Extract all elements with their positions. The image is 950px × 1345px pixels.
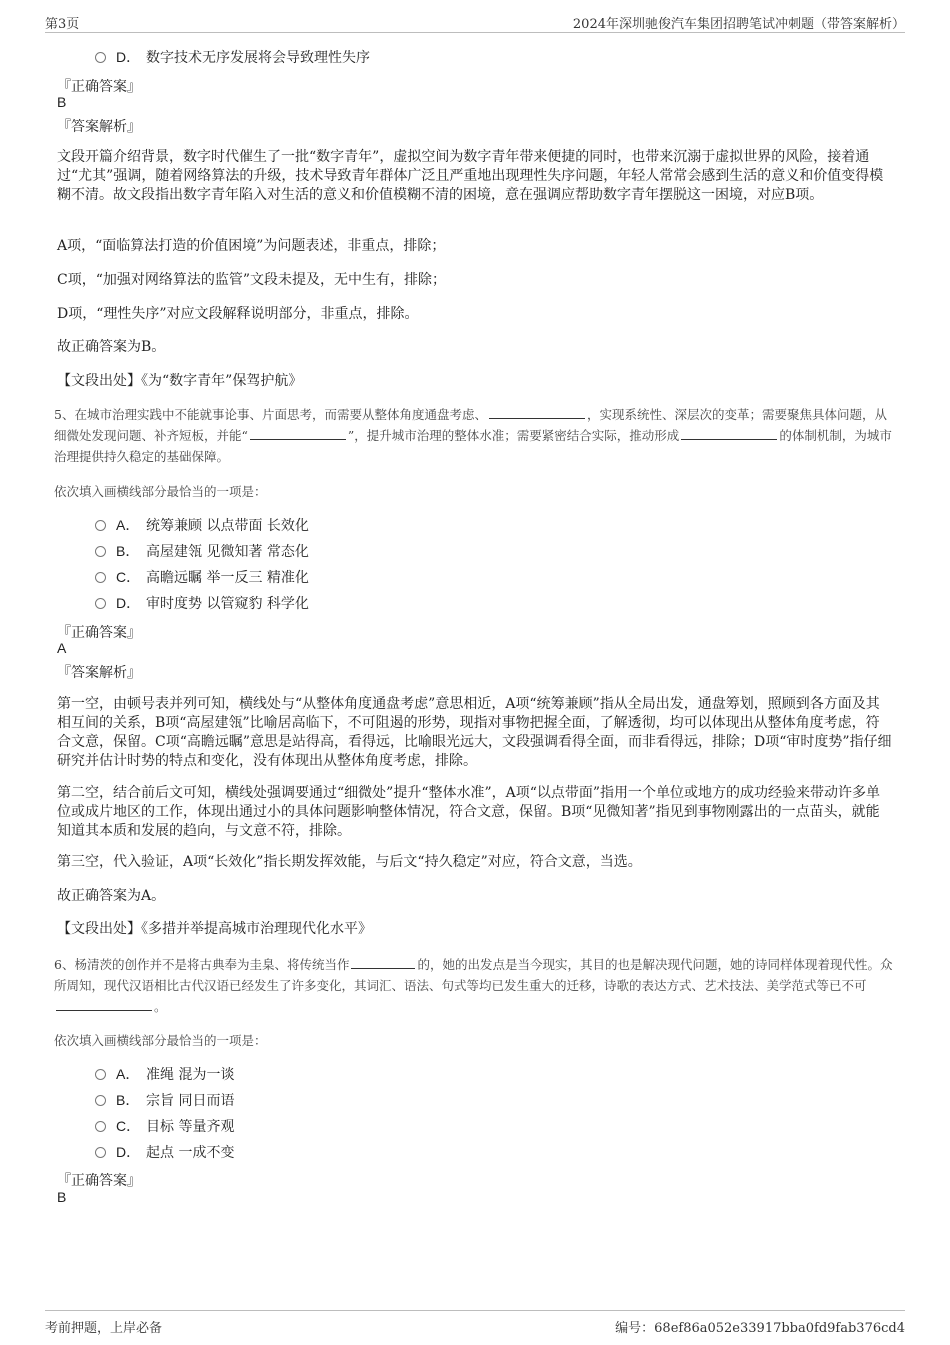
q4-analysis-p3: C项，“加强对网络算法的监管”文段未提及，无中生有，排除； bbox=[57, 272, 447, 288]
q5-analysis-p2: 第二空，结合前后文可知，横线处强调要通过“细微处”提升“整体水准”，A项“以点带面”指用一个单位或地方的成功经验来带动许多单位或成片地区的工作，体现出通过小的具体问题影响整体情况，符合文意，保留。B项“见微知著”指见到事物刚露出的一点苗头，就能知道其本质和发展的趋向，与文意不符，排除。 bbox=[57, 785, 881, 839]
fill-blank bbox=[489, 405, 585, 419]
radio-icon[interactable] bbox=[95, 520, 106, 531]
q5-analysis-p1: 第一空，由顿号表并列可知，横线处与“从整体角度通盘考虑”意思相近，A项“统筹兼顾”指从全局出发，通盘筹划，照顾到各方面及其相互间的关系，B项“高屋建瓴”比喻居高临下，不可阻遏的形势，现指对事物把握全面，了解透彻，均可以体现出从整体角度考虑，符合文意，保留。C项“高瞻远瞩”意思是站得高，看得远，比喻眼光远大，文段强调看得全面，而非看得远，排除；D项“审时度势”指仔细研究并估计时势的特点和变化，没有体现出从整体角度考虑，排除。 bbox=[57, 696, 892, 769]
q4-answer: B bbox=[57, 94, 67, 110]
q5-answer-label: 『正确答案』 bbox=[57, 625, 141, 641]
q5-prompt: 依次填入画横线部分最恰当的一项是： bbox=[54, 484, 267, 499]
q4-analysis-p2: A项，“面临算法打造的价值困境”为问题表述，非重点，排除； bbox=[57, 238, 446, 254]
q6-answer: B bbox=[57, 1189, 67, 1205]
radio-icon[interactable] bbox=[95, 598, 106, 609]
radio-icon[interactable] bbox=[95, 52, 106, 63]
q5-stem: 5、在城市治理实践中不能就事论事、片面思考，而需要从整体角度通盘考虑、 ，实现系统性、深层次的变革；需要聚焦具体问题，从细微处发现问题、补齐短板，并能“ ”，提升城市治理的整体水准；需要紧密结合实际，推动形成 的体制机制，为城市治理提供持久稳定的基础保障。 bbox=[54, 407, 892, 464]
fill-blank bbox=[681, 426, 777, 440]
q4-source: 【文段出处】《为“数字青年”保驾护航》 bbox=[57, 373, 303, 389]
q6-option-c[interactable]: C． 目标 等量齐观 bbox=[95, 1116, 234, 1136]
radio-icon[interactable] bbox=[95, 546, 106, 557]
q4-option-d[interactable]: D． 数字技术无序发展将会导致理性失序 bbox=[95, 47, 370, 67]
q6-stem: 6、杨清茨的创作并不是将古典奉为圭臬、将传统当作 的，她的出发点是当今现实，其目的也是解决现代问题，她的诗同样体现着现代性。众所周知，现代汉语相比古代汉语已经发生了许多变化，其词汇、语法、句式等均已发生重大的迁移，诗歌的表达方式、艺术技法、美学范式等已不可。 bbox=[54, 957, 893, 1014]
q4-analysis-p4: D项，“理性失序”对应文段解释说明部分，非重点，排除。 bbox=[57, 306, 419, 322]
radio-icon[interactable] bbox=[95, 1147, 106, 1158]
q5-analysis-p3: 第三空，代入验证，A项“长效化”指长期发挥效能，与后文“持久稳定”对应，符合文意，当选。 bbox=[57, 854, 642, 870]
q6-answer-label: 『正确答案』 bbox=[57, 1173, 141, 1189]
q5-source: 【文段出处】《多措并举提高城市治理现代化水平》 bbox=[57, 921, 372, 937]
q4-answer-label: 『正确答案』 bbox=[57, 79, 141, 95]
q5-option-d[interactable]: D． 审时度势 以管窥豹 科学化 bbox=[95, 593, 309, 613]
document-title: 2024年深圳驰俊汽车集团招聘笔试冲刺题（带答案解析） bbox=[572, 17, 905, 32]
q6-option-b[interactable]: B． 宗旨 同日而语 bbox=[95, 1090, 234, 1110]
q5-option-b[interactable]: B． 高屋建瓴 见微知著 常态化 bbox=[95, 541, 309, 561]
q5-answer: A bbox=[57, 640, 67, 656]
radio-icon[interactable] bbox=[95, 1069, 106, 1080]
q6-prompt: 依次填入画横线部分最恰当的一项是： bbox=[54, 1033, 267, 1048]
q4-analysis-p5: 故正确答案为B。 bbox=[57, 339, 166, 355]
q5-option-c[interactable]: C． 高瞻远瞩 举一反三 精准化 bbox=[95, 567, 309, 587]
page-number: 第3页 bbox=[45, 17, 80, 32]
fill-blank bbox=[250, 426, 346, 440]
q5-option-a[interactable]: A． 统筹兼顾 以点带面 长效化 bbox=[95, 515, 309, 535]
q5-analysis-label: 『答案解析』 bbox=[57, 665, 141, 681]
q4-analysis-label: 『答案解析』 bbox=[57, 119, 141, 135]
q4-analysis-p1: 文段开篇介绍背景，数字时代催生了一批“数字青年”，虚拟空间为数字青年带来便捷的同时，也带来沉溺于虚拟世界的风险，接着通过“尤其”强调，随着网络算法的升级，技术导致青年群体广泛且严重地出现理性失序问题，年轻人常常会感到生活的意义和价值变得模糊不清。故文段指出数字青年陷入对生活的意义和价值模糊不清的困境，意在强调应帮助数字青年摆脱这一困境，对应B项。 bbox=[57, 149, 884, 203]
page-footer bbox=[45, 1310, 905, 1335]
footer-slogan: 考前押题，上岸必备 bbox=[45, 1321, 163, 1336]
fill-blank bbox=[351, 955, 415, 969]
radio-icon[interactable] bbox=[95, 572, 106, 583]
radio-icon[interactable] bbox=[95, 1121, 106, 1132]
fill-blank bbox=[56, 997, 152, 1011]
radio-icon[interactable] bbox=[95, 1095, 106, 1106]
q5-analysis-p4: 故正确答案为A。 bbox=[57, 888, 166, 904]
q6-option-d[interactable]: D． 起点 一成不变 bbox=[95, 1142, 234, 1162]
q6-option-a[interactable]: A． 准绳 混为一谈 bbox=[95, 1064, 234, 1084]
page-header bbox=[45, 10, 905, 33]
footer-code: 编号：68ef86a052e33917bba0fd9fab376cd4 bbox=[615, 1321, 905, 1336]
